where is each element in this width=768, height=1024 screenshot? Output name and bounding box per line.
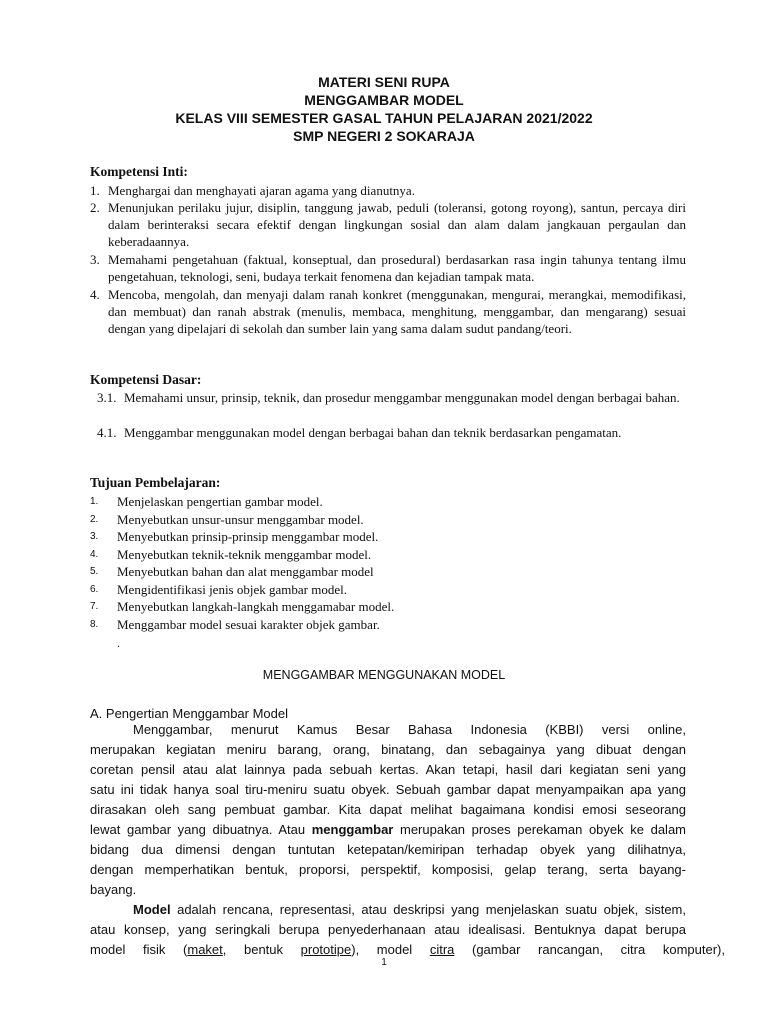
- list-item: [90, 511, 364, 528]
- list-number: 4.: [90, 549, 99, 560]
- text-run: (gambar rancangan, citra komputer),: [454, 942, 725, 957]
- list-item: [90, 581, 347, 598]
- tujuan-heading: Tujuan Pembelajaran:: [90, 475, 221, 490]
- kompetensi-dasar-heading: Kompetensi Dasar:: [90, 372, 202, 387]
- list-number: 6.: [90, 584, 99, 595]
- list-item: [97, 424, 687, 441]
- section-title: MENGGAMBAR MENGGUNAKAN MODEL: [262, 668, 506, 682]
- list-item: [97, 389, 687, 406]
- list-text: Menggambar menggunakan model dengan berbagai bahan dan teknik berdasarkan pengamatan.: [124, 425, 622, 440]
- text-run: model fisik (: [90, 942, 188, 957]
- list-text: Memahami pengetahuan (faktual, konseptual, dan prosedural) berdasarkan rasa ingin tahunya tentang ilmu pengetahuan, teknologi, seni, budaya terkait fenomena dan kejadian tampak mata.: [108, 252, 686, 284]
- list-number: 3.: [90, 531, 99, 542]
- bold-term-model: Model: [133, 902, 171, 917]
- list-number: 1.: [90, 183, 100, 198]
- paragraph-line: [90, 900, 686, 920]
- list-number: 4.: [90, 287, 100, 302]
- doc-title-line-2: MENGGAMBAR MODEL: [304, 92, 464, 108]
- list-item: [90, 546, 371, 563]
- list-item: [90, 286, 686, 337]
- list-number: 8.: [90, 619, 99, 630]
- list-item: [90, 563, 374, 580]
- list-number: 7.: [90, 601, 99, 612]
- text-run: ), model: [351, 942, 430, 957]
- text-run: adalah rencana, representasi, atau deskripsi yang menjelaskan suatu objek, sistem,: [170, 902, 686, 917]
- text-run: lewat gambar yang dibuatnya. Atau: [90, 822, 312, 837]
- list-text: Menggambar model sesuai karakter objek gambar.: [117, 617, 380, 632]
- paragraph-line: merupakan kegiatan meniru barang, orang, binatang, dan sebagainya yang dibuat dengan: [90, 742, 686, 757]
- list-text: Mencoba, mengolah, dan menyaji dalam ranah konkret (menggunakan, mengurai, merangkai, memodifikasi, dan membuat) dan ranah abstrak (menulis, membaca, menghitung, menggambar, dan mengarang) sesuai dengan yang dipelajari di sekolah dan sumber lain yang sama dalam sudut pandang/teori.: [108, 287, 686, 336]
- paragraph-line: bidang dua dimensi dengan tuntutan ketepatan/kemiripan terhadap obyek yang dilihatnya,: [90, 842, 686, 857]
- list-item: [90, 182, 686, 199]
- list-number: 3.: [90, 252, 100, 267]
- list-item: [90, 598, 394, 615]
- paragraph-line: satu ini tidak hanya soal tiru-meniru suatu obyek. Sebuah gambar dapat menyampaikan apa yang: [90, 782, 686, 797]
- list-text: Menghargai dan menghayati ajaran agama yang dianutnya.: [108, 183, 415, 198]
- bold-term-menggambar: menggambar: [311, 822, 394, 837]
- paragraph-line: [90, 820, 686, 840]
- paragraph-line: bayang.: [90, 882, 137, 897]
- doc-title-line-3: KELAS VIII SEMESTER GASAL TAHUN PELAJARAN 2021/2022: [175, 110, 593, 126]
- section-subheading: A. Pengertian Menggambar Model: [90, 706, 289, 721]
- text-run: merupakan proses perekaman obyek ke dalam: [393, 822, 687, 837]
- list-number: 1.: [90, 496, 99, 507]
- list-item: [90, 493, 323, 510]
- list-number: 5.: [90, 566, 99, 577]
- link-prototipe[interactable]: prototipe: [300, 942, 352, 957]
- list-text: Menyebutkan teknik-teknik menggambar model.: [117, 547, 372, 562]
- list-number: 3.1.: [97, 390, 117, 405]
- list-item: [90, 251, 686, 285]
- list-text: Menjelaskan pengertian gambar model.: [117, 494, 323, 509]
- list-number: 2.: [90, 514, 99, 525]
- doc-title-line-4: SMP NEGERI 2 SOKARAJA: [293, 128, 475, 144]
- list-item: [90, 616, 380, 633]
- paragraph-menggambar: [90, 720, 686, 900]
- link-citra[interactable]: citra: [429, 942, 455, 957]
- paragraph-line: dengan memperhatikan bentuk, proporsi, perspektif, komposisi, gelap terang, serta bayang-: [90, 862, 686, 877]
- list-text: Menunjukan perilaku jujur, disiplin, tanggung jawab, peduli (toleransi, gotong royong), santun, percaya diri dalam berinteraksi secara efektif dengan lingkungan sosial dan alam dalam jangkauan pergaulan dan keberadaannya.: [108, 200, 686, 249]
- link-maket[interactable]: maket: [187, 942, 223, 957]
- paragraph-line: Menggambar, menurut Kamus Besar Bahasa Indonesia (KBBI) versi online,: [133, 722, 686, 737]
- trailing-dot: .: [117, 636, 120, 650]
- page-number: 1: [381, 957, 387, 968]
- paragraph-line: coretan pensil atau alat lainnya pada sebuah kertas. Akan tetapi, hasil dari kegiatan seni yang: [90, 762, 686, 777]
- list-text: Memahami unsur, prinsip, teknik, dan prosedur menggambar menggunakan model dengan berbagai bahan.: [124, 390, 680, 405]
- kompetensi-inti-heading: Kompetensi Inti:: [90, 164, 188, 179]
- doc-title-line-1: MATERI SENI RUPA: [318, 74, 450, 90]
- list-item: [90, 199, 686, 250]
- list-text: Menyebutkan bahan dan alat menggambar model: [117, 564, 374, 579]
- text-run: , bentuk: [222, 942, 301, 957]
- list-text: Menyebutkan unsur-unsur menggambar model.: [117, 512, 364, 527]
- list-item: [90, 528, 378, 545]
- paragraph-line: dirasakan oleh sang pembuat gambar. Kita dapat melihat bagaimana kondisi emosi seseorang: [90, 802, 686, 817]
- list-number: 2.: [90, 200, 100, 215]
- list-text: Menyebutkan langkah-langkah menggamabar model.: [117, 599, 395, 614]
- list-number: 4.1.: [97, 425, 117, 440]
- paragraph-line: atau konsep, yang seringkali berupa penyederhanaan atau idealisasi. Bentuknya dapat berupa: [90, 922, 686, 937]
- list-text: Mengidentifikasi jenis objek gambar model.: [117, 582, 347, 597]
- list-text: Menyebutkan prinsip-prinsip menggambar model.: [117, 529, 379, 544]
- paragraph-model: [90, 900, 725, 960]
